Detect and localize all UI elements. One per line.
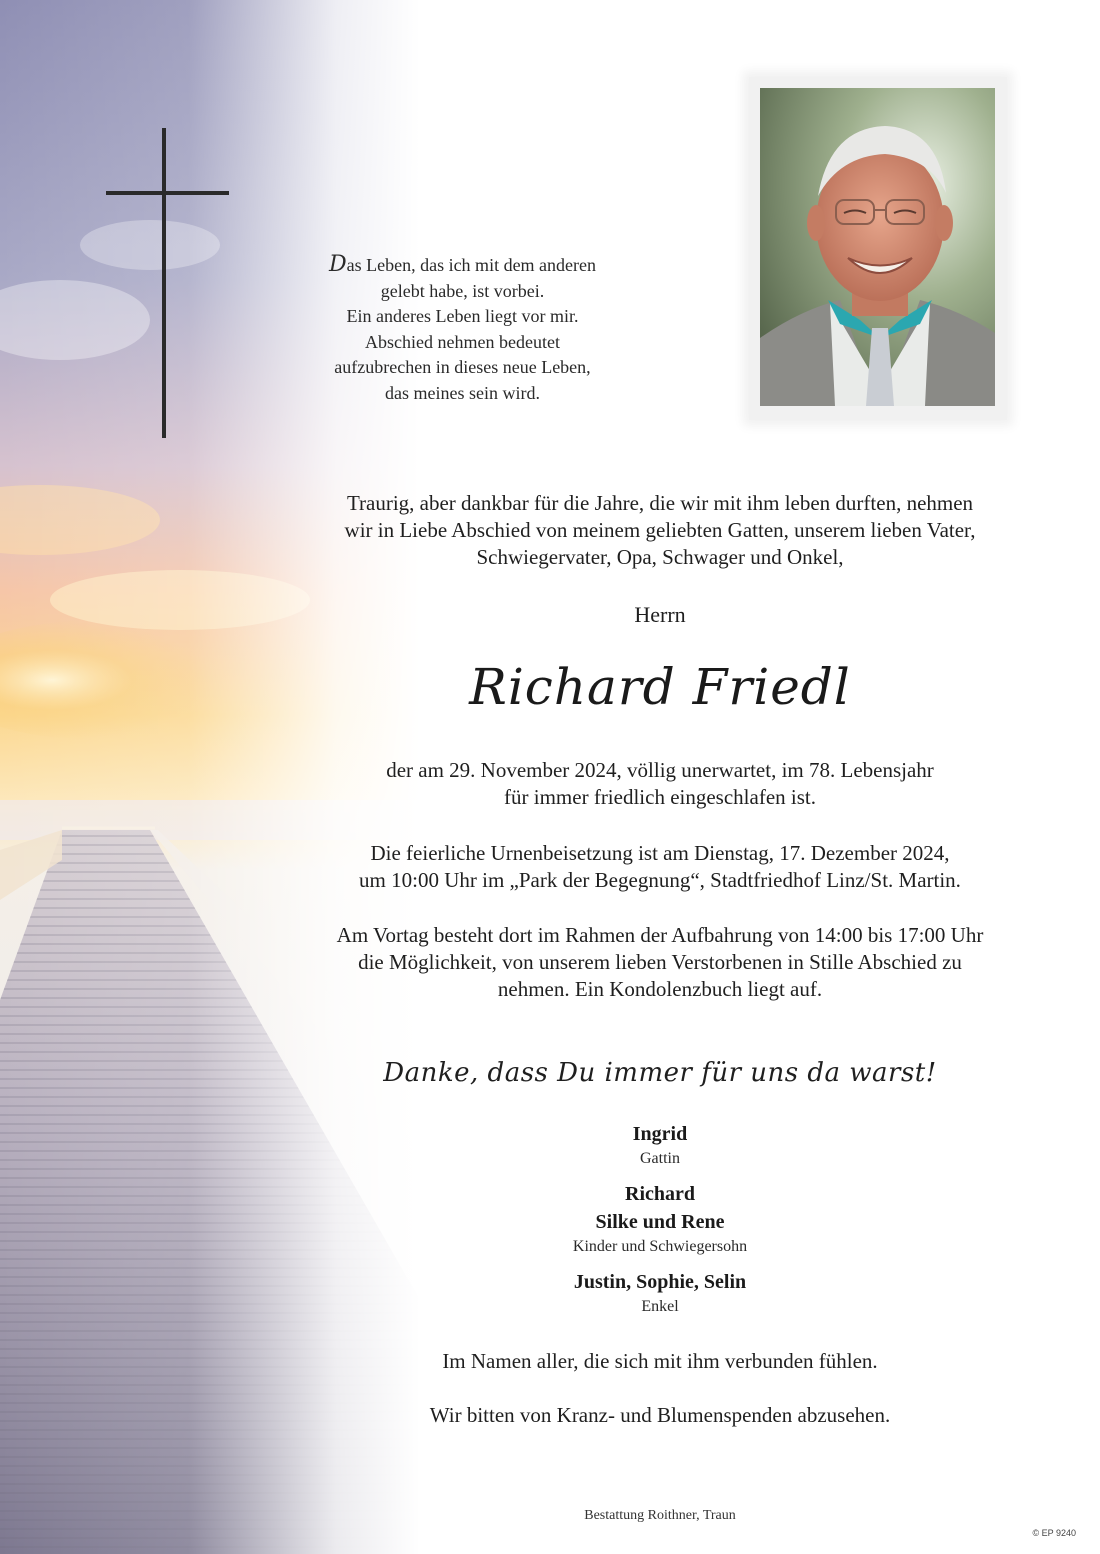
product-code: © EP 9240 (1032, 1528, 1076, 1538)
mourner-name: Justin, Sophie, Selin (573, 1271, 747, 1293)
funeral-line: Die feierliche Urnenbeisetzung ist am Dienstag, 17. Dezember 2024, (370, 841, 950, 865)
poem-line-2: gelebt habe, ist vorbei. (380, 280, 545, 301)
poem-line-4: Abschied nehmen bedeutet (365, 331, 560, 352)
viewing-line: nehmen. Ein Kondolenzbuch liegt auf. (497, 977, 823, 1001)
cross-icon-vertical (162, 128, 166, 438)
mourner-name: Ingrid (632, 1123, 688, 1145)
viewing-line: die Möglichkeit, von unserem lieben Verstorbenen in Stille Abschied zu (358, 950, 962, 974)
closing-line: Im Namen aller, die sich mit ihm verbunden fühlen. (442, 1349, 878, 1373)
intro-line: Traurig, aber dankbar für die Jahre, die wir mit ihm leben durften, nehmen (346, 491, 974, 515)
mourner-group (300, 1268, 1020, 1318)
poem-line-6: das meines sein wird. (385, 382, 540, 403)
poem-line-5: aufzubrechen in dieses neue Leben, (334, 357, 591, 377)
poem-line-1: Das Leben, das ich mit dem anderen (328, 252, 597, 277)
funeral-info (300, 840, 1020, 894)
mourners-list (300, 1120, 1020, 1328)
salutation: Herrn (634, 602, 686, 627)
death-line: der am 29. November 2024, völlig unerwartet, im 78. Lebensjahr (386, 758, 934, 782)
mourner-relation: Gattin (640, 1150, 680, 1167)
mourner-group (300, 1180, 1020, 1258)
mourner-relation: Enkel (641, 1298, 679, 1315)
poem (300, 252, 625, 406)
funeral-line: um 10:00 Uhr im „Park der Begegnung“, Stadtfriedhof Linz/St. Martin. (359, 868, 961, 892)
mourner-name: Silke und Rene (595, 1211, 725, 1233)
death-line: für immer friedlich eingeschlafen ist. (504, 785, 816, 809)
intro-text (300, 490, 1020, 571)
portrait-photo (760, 88, 995, 406)
cross-icon-horizontal (106, 191, 229, 195)
viewing-info (300, 922, 1020, 1003)
mourner-group (300, 1120, 1020, 1170)
mourner-relation: Kinder und Schwiegersohn (572, 1238, 748, 1255)
mourner-name: Richard (625, 1183, 695, 1205)
death-notice (300, 757, 1020, 811)
footer-funeral-home: Bestattung Roithner, Traun (584, 1508, 736, 1523)
poem-dropcap: D (328, 252, 347, 277)
thanks-line: Danke, dass Du immer für uns da warst! (383, 1058, 937, 1088)
poem-line-3: Ein anderes Leben liegt vor mir. (346, 306, 579, 326)
closing-line: Wir bitten von Kranz- und Blumenspenden abzusehen. (429, 1403, 891, 1427)
intro-line: Schwiegervater, Opa, Schwager und Onkel, (476, 545, 844, 569)
intro-line: wir in Liebe Abschied von meinem geliebten Gatten, unserem lieben Vater, (344, 518, 976, 542)
viewing-line: Am Vortag besteht dort im Rahmen der Aufbahrung von 14:00 bis 17:00 Uhr (336, 923, 984, 947)
deceased-name: Richard Friedl (469, 658, 851, 716)
